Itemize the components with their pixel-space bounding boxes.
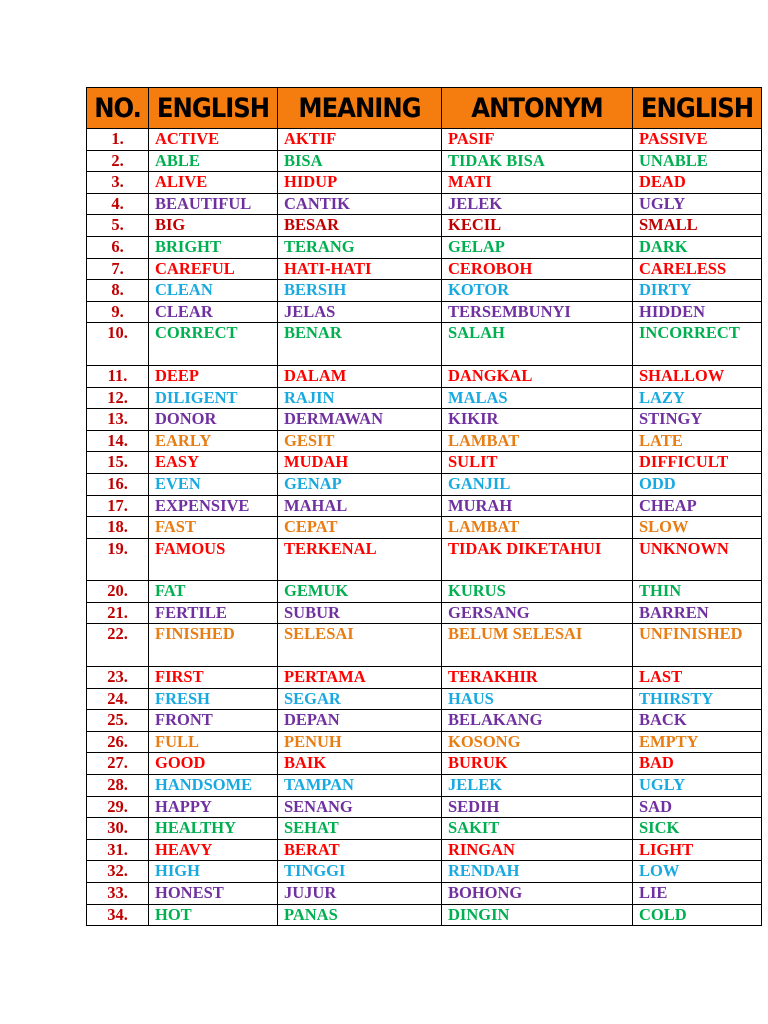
meaning-word: PENUH bbox=[278, 731, 442, 753]
english-word: CLEAN bbox=[149, 280, 278, 302]
meaning-word: DALAM bbox=[278, 365, 442, 387]
table-row bbox=[87, 753, 762, 775]
row-number: 17. bbox=[87, 495, 149, 517]
antonym-word: MALAS bbox=[442, 387, 633, 409]
english-word: CORRECT bbox=[149, 323, 278, 366]
english-word: DILIGENT bbox=[149, 387, 278, 409]
antonym-word: BELAKANG bbox=[442, 710, 633, 732]
meaning-word: GEMUK bbox=[278, 581, 442, 603]
meaning-word: CANTIK bbox=[278, 193, 442, 215]
table-row bbox=[87, 904, 762, 926]
meaning-word: GENAP bbox=[278, 473, 442, 495]
english-word: EARLY bbox=[149, 430, 278, 452]
row-number: 15. bbox=[87, 452, 149, 474]
antonym-english-word: LATE bbox=[633, 430, 762, 452]
table-row bbox=[87, 861, 762, 883]
meaning-word: BENAR bbox=[278, 323, 442, 366]
antonym-word: KOTOR bbox=[442, 280, 633, 302]
meaning-word: JELAS bbox=[278, 301, 442, 323]
antonym-english-word: HIDDEN bbox=[633, 301, 762, 323]
table-row bbox=[87, 731, 762, 753]
antonym-word: GELAP bbox=[442, 236, 633, 258]
row-number: 25. bbox=[87, 710, 149, 732]
antonym-word: PASIF bbox=[442, 129, 633, 151]
english-word: CLEAR bbox=[149, 301, 278, 323]
antonym-table bbox=[86, 87, 762, 926]
antonym-english-word: LAST bbox=[633, 667, 762, 689]
meaning-word: TAMPAN bbox=[278, 775, 442, 797]
meaning-word: JUJUR bbox=[278, 883, 442, 905]
antonym-word: SULIT bbox=[442, 452, 633, 474]
table-row bbox=[87, 215, 762, 237]
table-row bbox=[87, 602, 762, 624]
antonym-english-word: THIN bbox=[633, 581, 762, 603]
row-number: 16. bbox=[87, 473, 149, 495]
antonym-english-word: DIFFICULT bbox=[633, 452, 762, 474]
meaning-word: PANAS bbox=[278, 904, 442, 926]
english-word: HANDSOME bbox=[149, 775, 278, 797]
antonym-word: SAKIT bbox=[442, 818, 633, 840]
antonym-word: TERAKHIR bbox=[442, 667, 633, 689]
english-word: GOOD bbox=[149, 753, 278, 775]
antonym-word: RINGAN bbox=[442, 839, 633, 861]
header-english: ENGLISH bbox=[149, 88, 278, 129]
meaning-word: SUBUR bbox=[278, 602, 442, 624]
meaning-word: GESIT bbox=[278, 430, 442, 452]
row-number: 33. bbox=[87, 883, 149, 905]
table-row bbox=[87, 323, 762, 366]
table-row bbox=[87, 495, 762, 517]
table-row bbox=[87, 667, 762, 689]
row-number: 30. bbox=[87, 818, 149, 840]
antonym-word: GERSANG bbox=[442, 602, 633, 624]
table-row bbox=[87, 387, 762, 409]
antonym-english-word: EMPTY bbox=[633, 731, 762, 753]
english-word: FERTILE bbox=[149, 602, 278, 624]
header-antonym: ANTONYM bbox=[442, 88, 633, 129]
row-number: 13. bbox=[87, 409, 149, 431]
english-word: HEALTHY bbox=[149, 818, 278, 840]
table-row bbox=[87, 172, 762, 194]
table-row bbox=[87, 839, 762, 861]
row-number: 9. bbox=[87, 301, 149, 323]
row-number: 18. bbox=[87, 517, 149, 539]
table-row bbox=[87, 409, 762, 431]
table-row bbox=[87, 258, 762, 280]
table-row bbox=[87, 517, 762, 539]
meaning-word: HIDUP bbox=[278, 172, 442, 194]
antonym-word: BELUM SELESAI bbox=[442, 624, 633, 667]
table-row bbox=[87, 193, 762, 215]
english-word: HOT bbox=[149, 904, 278, 926]
meaning-word: PERTAMA bbox=[278, 667, 442, 689]
antonym-word: JELEK bbox=[442, 775, 633, 797]
table-row bbox=[87, 796, 762, 818]
table-row bbox=[87, 365, 762, 387]
row-number: 21. bbox=[87, 602, 149, 624]
antonym-english-word: DEAD bbox=[633, 172, 762, 194]
antonym-english-word: BAD bbox=[633, 753, 762, 775]
antonym-english-word: PASSIVE bbox=[633, 129, 762, 151]
antonym-english-word: DARK bbox=[633, 236, 762, 258]
antonym-english-word: UNFINISHED bbox=[633, 624, 762, 667]
antonym-word: TIDAK DIKETAHUI bbox=[442, 538, 633, 581]
row-number: 31. bbox=[87, 839, 149, 861]
row-number: 4. bbox=[87, 193, 149, 215]
english-word: FRONT bbox=[149, 710, 278, 732]
antonym-english-word: SAD bbox=[633, 796, 762, 818]
table-row bbox=[87, 538, 762, 581]
header-row bbox=[87, 88, 762, 129]
row-number: 6. bbox=[87, 236, 149, 258]
table-row bbox=[87, 280, 762, 302]
meaning-word: TINGGI bbox=[278, 861, 442, 883]
table-row bbox=[87, 301, 762, 323]
table-row bbox=[87, 581, 762, 603]
antonym-english-word: BACK bbox=[633, 710, 762, 732]
table-row bbox=[87, 129, 762, 151]
antonym-english-word: LAZY bbox=[633, 387, 762, 409]
english-word: HEAVY bbox=[149, 839, 278, 861]
row-number: 27. bbox=[87, 753, 149, 775]
table-row bbox=[87, 150, 762, 172]
english-word: FULL bbox=[149, 731, 278, 753]
antonym-english-word: BARREN bbox=[633, 602, 762, 624]
meaning-word: SEHAT bbox=[278, 818, 442, 840]
antonym-english-word: LIGHT bbox=[633, 839, 762, 861]
row-number: 8. bbox=[87, 280, 149, 302]
english-word: ABLE bbox=[149, 150, 278, 172]
antonym-word: BOHONG bbox=[442, 883, 633, 905]
english-word: FAST bbox=[149, 517, 278, 539]
antonym-word: LAMBAT bbox=[442, 517, 633, 539]
meaning-word: BAIK bbox=[278, 753, 442, 775]
antonym-english-word: UGLY bbox=[633, 775, 762, 797]
antonym-word: HAUS bbox=[442, 688, 633, 710]
english-word: HIGH bbox=[149, 861, 278, 883]
table-row bbox=[87, 624, 762, 667]
row-number: 23. bbox=[87, 667, 149, 689]
antonym-english-word: CARELESS bbox=[633, 258, 762, 280]
header-antonym-english: ENGLISH bbox=[633, 88, 762, 129]
meaning-word: DEPAN bbox=[278, 710, 442, 732]
table-row bbox=[87, 430, 762, 452]
row-number: 26. bbox=[87, 731, 149, 753]
meaning-word: BERAT bbox=[278, 839, 442, 861]
english-word: HAPPY bbox=[149, 796, 278, 818]
meaning-word: TERANG bbox=[278, 236, 442, 258]
row-number: 1. bbox=[87, 129, 149, 151]
meaning-word: MUDAH bbox=[278, 452, 442, 474]
antonym-word: SALAH bbox=[442, 323, 633, 366]
antonym-english-word: SMALL bbox=[633, 215, 762, 237]
antonym-english-word: STINGY bbox=[633, 409, 762, 431]
row-number: 12. bbox=[87, 387, 149, 409]
antonym-word: DANGKAL bbox=[442, 365, 633, 387]
table-row bbox=[87, 473, 762, 495]
meaning-word: BESAR bbox=[278, 215, 442, 237]
meaning-word: SEGAR bbox=[278, 688, 442, 710]
english-word: FRESH bbox=[149, 688, 278, 710]
antonym-word: KURUS bbox=[442, 581, 633, 603]
antonym-word: MATI bbox=[442, 172, 633, 194]
meaning-word: SELESAI bbox=[278, 624, 442, 667]
antonym-english-word: SLOW bbox=[633, 517, 762, 539]
antonym-english-word: INCORRECT bbox=[633, 323, 762, 366]
antonym-english-word: LIE bbox=[633, 883, 762, 905]
meaning-word: TERKENAL bbox=[278, 538, 442, 581]
row-number: 19. bbox=[87, 538, 149, 581]
table-row bbox=[87, 818, 762, 840]
antonym-english-word: ODD bbox=[633, 473, 762, 495]
english-word: DEEP bbox=[149, 365, 278, 387]
row-number: 14. bbox=[87, 430, 149, 452]
english-word: EVEN bbox=[149, 473, 278, 495]
antonym-word: JELEK bbox=[442, 193, 633, 215]
antonym-word: MURAH bbox=[442, 495, 633, 517]
row-number: 32. bbox=[87, 861, 149, 883]
meaning-word: BISA bbox=[278, 150, 442, 172]
english-word: EASY bbox=[149, 452, 278, 474]
row-number: 28. bbox=[87, 775, 149, 797]
english-word: BRIGHT bbox=[149, 236, 278, 258]
meaning-word: CEPAT bbox=[278, 517, 442, 539]
antonym-english-word: DIRTY bbox=[633, 280, 762, 302]
meaning-word: HATI-HATI bbox=[278, 258, 442, 280]
row-number: 3. bbox=[87, 172, 149, 194]
english-word: ACTIVE bbox=[149, 129, 278, 151]
meaning-word: BERSIH bbox=[278, 280, 442, 302]
antonym-english-word: CHEAP bbox=[633, 495, 762, 517]
row-number: 29. bbox=[87, 796, 149, 818]
meaning-word: RAJIN bbox=[278, 387, 442, 409]
antonym-english-word: SICK bbox=[633, 818, 762, 840]
row-number: 20. bbox=[87, 581, 149, 603]
english-word: FIRST bbox=[149, 667, 278, 689]
english-word: FINISHED bbox=[149, 624, 278, 667]
english-word: FAT bbox=[149, 581, 278, 603]
row-number: 34. bbox=[87, 904, 149, 926]
english-word: BEAUTIFUL bbox=[149, 193, 278, 215]
antonym-english-word: THIRSTY bbox=[633, 688, 762, 710]
antonym-word: KIKIR bbox=[442, 409, 633, 431]
antonym-word: RENDAH bbox=[442, 861, 633, 883]
english-word: HONEST bbox=[149, 883, 278, 905]
row-number: 22. bbox=[87, 624, 149, 667]
row-number: 11. bbox=[87, 365, 149, 387]
table-row bbox=[87, 236, 762, 258]
antonym-word: LAMBAT bbox=[442, 430, 633, 452]
antonym-word: DINGIN bbox=[442, 904, 633, 926]
antonym-word: KECIL bbox=[442, 215, 633, 237]
row-number: 10. bbox=[87, 323, 149, 366]
table-row bbox=[87, 688, 762, 710]
english-word: FAMOUS bbox=[149, 538, 278, 581]
meaning-word: SENANG bbox=[278, 796, 442, 818]
antonym-word: BURUK bbox=[442, 753, 633, 775]
antonym-english-word: UNABLE bbox=[633, 150, 762, 172]
header-meaning: MEANING bbox=[278, 88, 442, 129]
antonym-word: KOSONG bbox=[442, 731, 633, 753]
english-word: BIG bbox=[149, 215, 278, 237]
table-row bbox=[87, 775, 762, 797]
meaning-word: AKTIF bbox=[278, 129, 442, 151]
table-row bbox=[87, 883, 762, 905]
english-word: EXPENSIVE bbox=[149, 495, 278, 517]
antonym-word: TIDAK BISA bbox=[442, 150, 633, 172]
english-word: DONOR bbox=[149, 409, 278, 431]
english-word: CAREFUL bbox=[149, 258, 278, 280]
row-number: 5. bbox=[87, 215, 149, 237]
table-row bbox=[87, 452, 762, 474]
meaning-word: MAHAL bbox=[278, 495, 442, 517]
antonym-word: SEDIH bbox=[442, 796, 633, 818]
header-no: NO. bbox=[87, 88, 149, 129]
antonym-english-word: UGLY bbox=[633, 193, 762, 215]
antonym-word: TERSEMBUNYI bbox=[442, 301, 633, 323]
antonym-english-word: LOW bbox=[633, 861, 762, 883]
table-row bbox=[87, 710, 762, 732]
antonym-english-word: SHALLOW bbox=[633, 365, 762, 387]
row-number: 7. bbox=[87, 258, 149, 280]
meaning-word: DERMAWAN bbox=[278, 409, 442, 431]
antonym-word: CEROBOH bbox=[442, 258, 633, 280]
row-number: 24. bbox=[87, 688, 149, 710]
antonym-english-word: UNKNOWN bbox=[633, 538, 762, 581]
antonym-english-word: COLD bbox=[633, 904, 762, 926]
row-number: 2. bbox=[87, 150, 149, 172]
english-word: ALIVE bbox=[149, 172, 278, 194]
antonym-word: GANJIL bbox=[442, 473, 633, 495]
